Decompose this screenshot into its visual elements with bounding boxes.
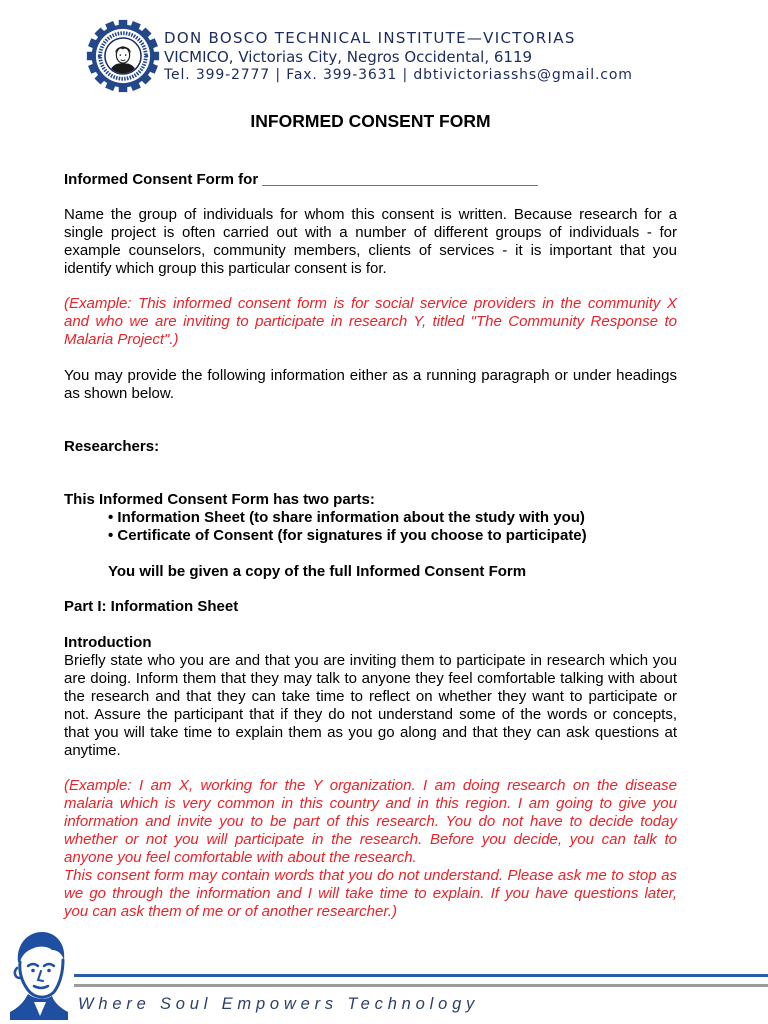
form-parts-heading: This Informed Consent Form has two parts: [64,491,375,508]
footer-rule-gray [74,984,768,987]
text-line: Briefly state who you are and that you are inviting them to participate in research which you [64,652,677,669]
introduction-section [64,634,677,760]
footer-rule-blue [74,974,768,977]
introduction-paragraph [64,652,677,760]
example-paragraph-2 [64,777,677,921]
text-line: that you will take time to explain them as you go along and that they can ask questions at [64,724,677,741]
page-title: INFORMED CONSENT FORM [250,111,491,131]
footer-tagline: Where Soul Empowers Technology [78,995,480,1013]
form-parts-section [64,491,677,581]
example-2-part-b [64,867,677,921]
institution-contact: Tel. 399-2777 | Fax. 399-3631 | dbtivictoriasshs@gmail.com [164,67,633,83]
institution-name: DON BOSCO TECHNICAL INSTITUTE—VICTORIAS [164,29,576,47]
text-line: and who we are inviting to participate in research Y, titled "The Community Response to [64,313,677,330]
copy-note: You will be given a copy of the full Informed Consent Form [108,563,527,580]
format-note-paragraph [64,367,677,403]
text-line: identify which group this particular consent is for. [64,260,387,277]
part-1-heading: Part I: Information Sheet [64,598,239,615]
text-line: You may provide the following information either as a running paragraph or under headings [64,367,677,384]
text-line: not. Assure the participant that if they do not understand some of the words or concepts, [64,706,677,723]
form-for-line: Informed Consent Form for _________________________________ [64,171,538,188]
text-line: information and invite you to be part of this research. You do not have to decide today [64,813,677,830]
list-item: • Certificate of Consent (for signatures if you choose to participate) [108,527,587,544]
don-bosco-portrait-icon [8,928,70,1020]
text-line: the research and that they can take time to reflect on whether they want to participate or [64,688,677,705]
text-line: example counselors, community members, clients of services - it is important that you [64,242,677,259]
text-line: This consent form may contain words that you do not understand. Please ask me to stop as [64,867,677,884]
text-line: Name the group of individuals for whom this consent is written. Because research for a [64,206,677,223]
text-line: Malaria Project".) [64,331,179,348]
text-line: whether or not you will participate in the research. Before you decide, you can talk to [64,831,677,848]
text-line: you can ask them of me or of another researcher.) [64,903,397,920]
text-line: (Example: I am X, working for the Y organization. I am doing research on the disease [64,777,677,794]
list-item: • Information Sheet (to share information about the study with you) [108,509,585,526]
school-seal-gear-icon [85,18,161,94]
text-line: anytime. [64,742,121,759]
text-line: we go through the information and I will take time to explain. If you have questions later, [64,885,677,902]
text-line: anyone you feel comfortable with about the research. [64,849,417,866]
text-line: are doing. Inform them that they may talk to anyone they feel comfortable talking with about [64,670,677,687]
institution-address: VICMICO, Victorias City, Negros Occidental, 6119 [164,48,533,66]
introduction-heading: Introduction [64,634,152,651]
group-instruction-paragraph [64,206,677,278]
text-line: (Example: This informed consent form is for social service providers in the community X [64,295,677,312]
text-line: as shown below. [64,385,175,402]
example-2-part-a [64,777,677,867]
text-line: single project is often carried out with a number of different groups of individuals - for [64,224,677,241]
example-paragraph-1 [64,295,677,349]
researchers-label: Researchers: [64,438,160,455]
text-line: malaria which is very common in this country and in this region. I am going to give you [64,795,677,812]
